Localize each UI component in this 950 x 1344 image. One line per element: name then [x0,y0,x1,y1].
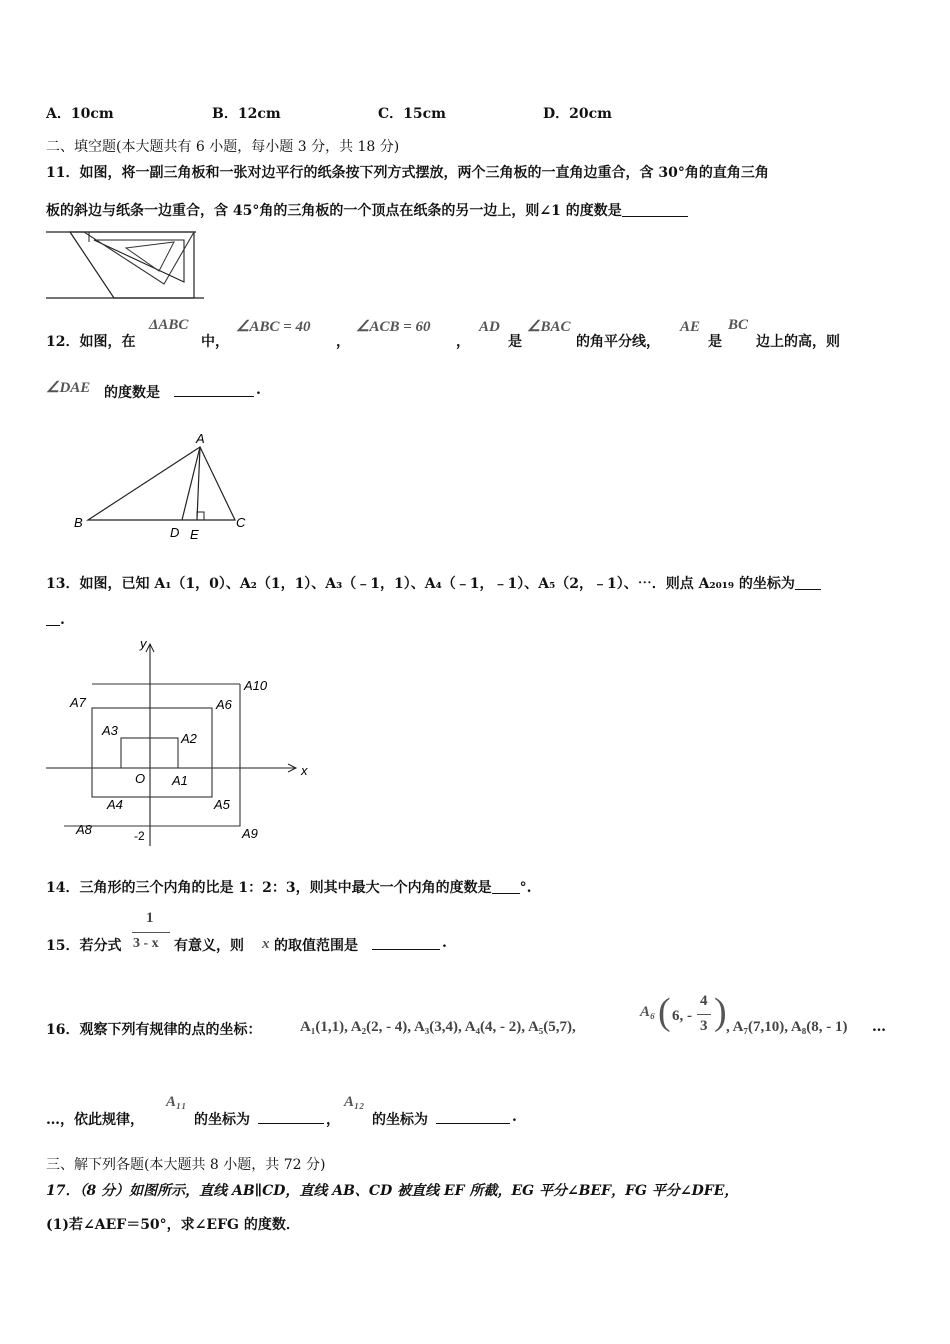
q16-line1: 16．观察下列有规律的点的坐标： A₁(1,1), A₂(2, - 4), A₃(3,4), A₄(4, - 2), A₅(5,7), A₆ ( 6, - 4 3 ) , A₇(7,10), A₈(8, - 1) … [46,991,886,1038]
label-e: E [190,527,199,542]
answer-blank [372,935,440,950]
q12-figure [70,425,255,550]
point-a7: A7 [70,695,86,710]
point-a3: A3 [102,723,118,738]
axis-y-label: y [140,636,147,651]
origin-label: O [135,771,146,786]
label-a: A [196,431,205,446]
q12-line2: ∠DAE 的度数是 . [46,380,261,401]
point-a2: A2 [181,731,197,746]
option-b: B．12cm [212,106,281,122]
q16-line2: …，依此规律， A₁₁ 的坐标为 ， A₁₂ 的坐标为 . [46,1094,517,1128]
answer-blank [436,1109,510,1124]
point-a4: A4 [107,797,123,812]
answer-blank [492,879,520,894]
answer-blank [795,575,821,590]
answer-blank [46,611,60,626]
point-a6: A6 [216,697,232,712]
q11-figure [44,226,209,304]
axis-x-label: x [301,763,308,778]
section3-title: 三、解下列各题(本大题共 8 小题，共 72 分) [46,1157,326,1173]
option-c: C．15cm [378,106,446,122]
label-c: C [236,515,246,530]
q17-line1: 17．（8 分）如图所示，直线 AB∥CD，直线 AB、CD 被直线 EF 所截，EG 平分∠BEF，FG 平分∠DFE， [46,1183,739,1199]
option-a: A．10cm [46,106,114,122]
answer-blank [622,202,688,217]
q13-line2: . [46,611,65,628]
q13-line1: 13．如图，已知 A₁（1，0）、A₂（1，1）、A₃（﹣1，1）、A₄（﹣1，﹣1）、A₅（2，﹣1）、⋯．则点 A₂₀₁₉ 的坐标为 [46,573,821,593]
tick-label: -2 [134,829,145,843]
square-2 [92,708,212,797]
answer-blank [174,382,254,397]
point-a1: A1 [172,773,188,788]
point-a9: A9 [242,826,258,841]
q14: 14．三角形的三个内角的比是 1：2：3，则其中最大一个内角的度数是 °. [46,880,532,896]
option-d: D．20cm [543,106,612,122]
answer-blank [258,1109,324,1124]
q11-line2: 板的斜边与纸条一边重合，含 45°角的三角板的一个顶点在纸条的另一边上，则∠1 的度数是 [46,200,688,220]
label-b: B [74,515,83,530]
q15: 15．若分式 1 3 - x 有意义，则 x 的取值范围是 . [46,910,447,954]
point-a8: A8 [76,822,92,837]
point-a10: A10 [244,678,268,693]
q13-figure [44,636,314,851]
q17-line2: (1)若∠AEF＝50°，求∠EFG 的度数． [46,1217,300,1233]
point-a5: A5 [214,797,230,812]
q11-line1: 11．如图，将一副三角板和一张对边平行的纸条按下列方式摆放，两个三角板的一直角边重合，含 30°角的直角三角 [46,165,769,181]
section2-title: 二、填空题(本大题共有 6 小题，每小题 3 分，共 18 分) [46,139,400,155]
label-d: D [170,525,180,540]
